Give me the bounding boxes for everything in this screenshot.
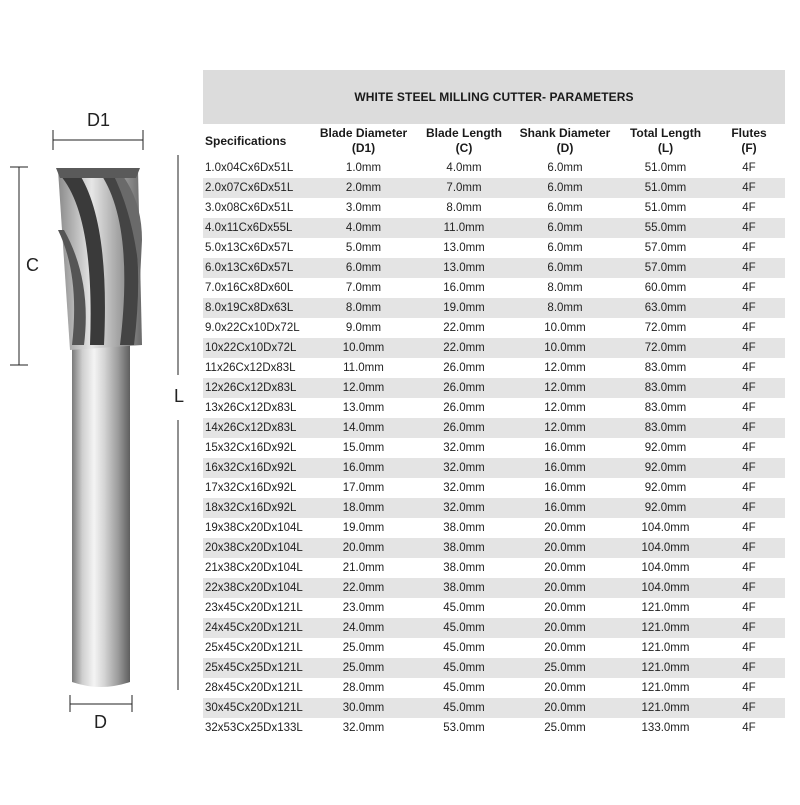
d1-dimension <box>53 130 143 150</box>
cell-blade-diameter: 11.0mm <box>311 358 416 378</box>
cell-blade-length: 45.0mm <box>416 658 512 678</box>
cell-total-length: 63.0mm <box>618 298 713 318</box>
table-body <box>203 158 785 738</box>
table-row <box>203 198 785 218</box>
cell-specification: 10x22Cx10Dx72L <box>203 338 311 358</box>
label-d1: D1 <box>87 110 111 130</box>
cell-blade-diameter: 8.0mm <box>311 298 416 318</box>
cell-blade-diameter: 3.0mm <box>311 198 416 218</box>
cell-specification: 20x38Cx20Dx104L <box>203 538 311 558</box>
cell-shank-diameter: 20.0mm <box>512 698 618 718</box>
cell-flutes: 4F <box>713 498 785 518</box>
cell-flutes: 4F <box>713 658 785 678</box>
cell-shank-diameter: 20.0mm <box>512 558 618 578</box>
cell-blade-diameter: 1.0mm <box>311 158 416 178</box>
cell-total-length: 51.0mm <box>618 198 713 218</box>
table-row <box>203 358 785 378</box>
cell-specification: 30x45Cx20Dx121L <box>203 698 311 718</box>
cell-flutes: 4F <box>713 278 785 298</box>
cell-shank-diameter: 6.0mm <box>512 218 618 238</box>
cell-specification: 25x45Cx25Dx121L <box>203 658 311 678</box>
d-dimension <box>70 695 132 712</box>
cell-blade-diameter: 25.0mm <box>311 658 416 678</box>
cell-blade-diameter: 2.0mm <box>311 178 416 198</box>
cell-total-length: 51.0mm <box>618 158 713 178</box>
cell-blade-diameter: 6.0mm <box>311 258 416 278</box>
table-row <box>203 678 785 698</box>
cell-blade-diameter: 25.0mm <box>311 638 416 658</box>
cell-total-length: 92.0mm <box>618 438 713 458</box>
cell-shank-diameter: 25.0mm <box>512 658 618 678</box>
cell-shank-diameter: 16.0mm <box>512 438 618 458</box>
table-row <box>203 598 785 618</box>
cell-blade-diameter: 9.0mm <box>311 318 416 338</box>
cell-total-length: 121.0mm <box>618 598 713 618</box>
cell-blade-length: 45.0mm <box>416 618 512 638</box>
cell-blade-diameter: 23.0mm <box>311 598 416 618</box>
cell-total-length: 83.0mm <box>618 398 713 418</box>
cell-total-length: 133.0mm <box>618 718 713 738</box>
cell-shank-diameter: 12.0mm <box>512 398 618 418</box>
cell-total-length: 104.0mm <box>618 518 713 538</box>
cell-shank-diameter: 25.0mm <box>512 718 618 738</box>
cell-specification: 4.0x11Cx6Dx55L <box>203 218 311 238</box>
cell-specification: 14x26Cx12Dx83L <box>203 418 311 438</box>
cutter-tip <box>56 168 140 178</box>
cell-shank-diameter: 6.0mm <box>512 258 618 278</box>
cell-shank-diameter: 20.0mm <box>512 638 618 658</box>
cell-flutes: 4F <box>713 418 785 438</box>
cell-blade-length: 8.0mm <box>416 198 512 218</box>
cell-flutes: 4F <box>713 558 785 578</box>
cell-specification: 32x53Cx25Dx133L <box>203 718 311 738</box>
cell-specification: 11x26Cx12Dx83L <box>203 358 311 378</box>
cell-shank-diameter: 12.0mm <box>512 378 618 398</box>
header-blade-length: Blade Length (C) <box>416 124 512 158</box>
cell-total-length: 92.0mm <box>618 478 713 498</box>
cell-blade-length: 38.0mm <box>416 518 512 538</box>
cell-flutes: 4F <box>713 578 785 598</box>
table-row <box>203 718 785 738</box>
cell-flutes: 4F <box>713 298 785 318</box>
cell-blade-diameter: 13.0mm <box>311 398 416 418</box>
table-row <box>203 618 785 638</box>
cell-flutes: 4F <box>713 598 785 618</box>
cell-shank-diameter: 6.0mm <box>512 158 618 178</box>
cell-specification: 23x45Cx20Dx121L <box>203 598 311 618</box>
cell-blade-length: 32.0mm <box>416 458 512 478</box>
cell-flutes: 4F <box>713 518 785 538</box>
cell-blade-diameter: 16.0mm <box>311 458 416 478</box>
cell-blade-length: 11.0mm <box>416 218 512 238</box>
table-row <box>203 538 785 558</box>
cell-blade-diameter: 28.0mm <box>311 678 416 698</box>
cell-blade-length: 32.0mm <box>416 438 512 458</box>
table-row <box>203 278 785 298</box>
cell-blade-diameter: 15.0mm <box>311 438 416 458</box>
cell-blade-diameter: 18.0mm <box>311 498 416 518</box>
cell-flutes: 4F <box>713 218 785 238</box>
cell-flutes: 4F <box>713 698 785 718</box>
cell-specification: 25x45Cx20Dx121L <box>203 638 311 658</box>
cell-shank-diameter: 6.0mm <box>512 178 618 198</box>
cell-specification: 17x32Cx16Dx92L <box>203 478 311 498</box>
table-row <box>203 318 785 338</box>
cell-blade-length: 32.0mm <box>416 498 512 518</box>
cell-specification: 22x38Cx20Dx104L <box>203 578 311 598</box>
cell-blade-diameter: 32.0mm <box>311 718 416 738</box>
cell-blade-length: 53.0mm <box>416 718 512 738</box>
cell-specification: 28x45Cx20Dx121L <box>203 678 311 698</box>
cell-specification: 6.0x13Cx6Dx57L <box>203 258 311 278</box>
cell-flutes: 4F <box>713 158 785 178</box>
cell-shank-diameter: 20.0mm <box>512 578 618 598</box>
cell-shank-diameter: 10.0mm <box>512 338 618 358</box>
table-row <box>203 438 785 458</box>
cell-flutes: 4F <box>713 198 785 218</box>
header-total-length: Total Length (L) <box>618 124 713 158</box>
table-row <box>203 418 785 438</box>
table-row <box>203 518 785 538</box>
shank <box>72 345 130 687</box>
table-row <box>203 378 785 398</box>
cell-total-length: 72.0mm <box>618 338 713 358</box>
cell-blade-length: 45.0mm <box>416 598 512 618</box>
header-row <box>203 124 785 158</box>
cell-blade-length: 22.0mm <box>416 338 512 358</box>
cell-blade-length: 45.0mm <box>416 678 512 698</box>
table-row <box>203 498 785 518</box>
cell-blade-length: 4.0mm <box>416 158 512 178</box>
cell-specification: 16x32Cx16Dx92L <box>203 458 311 478</box>
cell-blade-length: 26.0mm <box>416 358 512 378</box>
table-row <box>203 338 785 358</box>
cell-total-length: 104.0mm <box>618 558 713 578</box>
table-row <box>203 458 785 478</box>
label-l: L <box>174 386 185 406</box>
cell-specification: 7.0x16Cx8Dx60L <box>203 278 311 298</box>
cell-blade-diameter: 24.0mm <box>311 618 416 638</box>
table-row <box>203 178 785 198</box>
cell-shank-diameter: 8.0mm <box>512 298 618 318</box>
cell-blade-length: 16.0mm <box>416 278 512 298</box>
cell-shank-diameter: 12.0mm <box>512 358 618 378</box>
cell-shank-diameter: 8.0mm <box>512 278 618 298</box>
cell-specification: 24x45Cx20Dx121L <box>203 618 311 638</box>
cell-total-length: 83.0mm <box>618 358 713 378</box>
cell-flutes: 4F <box>713 338 785 358</box>
cell-total-length: 57.0mm <box>618 238 713 258</box>
cell-shank-diameter: 20.0mm <box>512 678 618 698</box>
cell-blade-length: 13.0mm <box>416 258 512 278</box>
header-blade-diameter: Blade Diameter (D1) <box>311 124 416 158</box>
table-row <box>203 238 785 258</box>
cell-blade-length: 45.0mm <box>416 638 512 658</box>
cell-total-length: 121.0mm <box>618 698 713 718</box>
cell-shank-diameter: 6.0mm <box>512 238 618 258</box>
cell-blade-diameter: 17.0mm <box>311 478 416 498</box>
cell-total-length: 60.0mm <box>618 278 713 298</box>
cell-flutes: 4F <box>713 258 785 278</box>
cell-blade-diameter: 5.0mm <box>311 238 416 258</box>
parameters-table <box>203 124 785 738</box>
cell-blade-length: 7.0mm <box>416 178 512 198</box>
cell-blade-diameter: 7.0mm <box>311 278 416 298</box>
cell-total-length: 92.0mm <box>618 498 713 518</box>
cell-blade-length: 38.0mm <box>416 578 512 598</box>
table-row <box>203 478 785 498</box>
cell-total-length: 57.0mm <box>618 258 713 278</box>
cell-flutes: 4F <box>713 238 785 258</box>
cell-flutes: 4F <box>713 398 785 418</box>
cell-specification: 12x26Cx12Dx83L <box>203 378 311 398</box>
cell-blade-diameter: 10.0mm <box>311 338 416 358</box>
cell-specification: 19x38Cx20Dx104L <box>203 518 311 538</box>
table-row <box>203 578 785 598</box>
header-specifications: Specifications <box>203 124 311 158</box>
cell-flutes: 4F <box>713 478 785 498</box>
cell-blade-length: 13.0mm <box>416 238 512 258</box>
cell-specification: 13x26Cx12Dx83L <box>203 398 311 418</box>
cell-shank-diameter: 16.0mm <box>512 458 618 478</box>
cell-blade-diameter: 22.0mm <box>311 578 416 598</box>
label-d: D <box>94 712 107 732</box>
cell-blade-length: 22.0mm <box>416 318 512 338</box>
cell-blade-diameter: 30.0mm <box>311 698 416 718</box>
cell-flutes: 4F <box>713 438 785 458</box>
cell-flutes: 4F <box>713 618 785 638</box>
cell-shank-diameter: 20.0mm <box>512 518 618 538</box>
cell-total-length: 121.0mm <box>618 618 713 638</box>
cell-blade-length: 38.0mm <box>416 558 512 578</box>
cell-blade-diameter: 21.0mm <box>311 558 416 578</box>
cell-specification: 2.0x07Cx6Dx51L <box>203 178 311 198</box>
cell-total-length: 104.0mm <box>618 578 713 598</box>
cell-specification: 1.0x04Cx6Dx51L <box>203 158 311 178</box>
cell-shank-diameter: 20.0mm <box>512 538 618 558</box>
cell-total-length: 121.0mm <box>618 658 713 678</box>
cell-flutes: 4F <box>713 718 785 738</box>
cell-flutes: 4F <box>713 358 785 378</box>
end-mill-illustration <box>0 0 200 800</box>
cell-total-length: 104.0mm <box>618 538 713 558</box>
cell-flutes: 4F <box>713 538 785 558</box>
cell-specification: 18x32Cx16Dx92L <box>203 498 311 518</box>
cell-total-length: 83.0mm <box>618 418 713 438</box>
table-row <box>203 638 785 658</box>
header-shank-diameter: Shank Diameter (D) <box>512 124 618 158</box>
cell-blade-length: 45.0mm <box>416 698 512 718</box>
cell-blade-length: 38.0mm <box>416 538 512 558</box>
table-row <box>203 218 785 238</box>
cell-blade-length: 26.0mm <box>416 378 512 398</box>
table-row <box>203 398 785 418</box>
label-c: C <box>26 255 39 275</box>
cell-shank-diameter: 20.0mm <box>512 618 618 638</box>
cell-shank-diameter: 16.0mm <box>512 498 618 518</box>
cell-specification: 15x32Cx16Dx92L <box>203 438 311 458</box>
cell-blade-length: 26.0mm <box>416 418 512 438</box>
cell-shank-diameter: 6.0mm <box>512 198 618 218</box>
cell-total-length: 55.0mm <box>618 218 713 238</box>
header-flutes: Flutes (F) <box>713 124 785 158</box>
table-title: WHITE STEEL MILLING CUTTER- PARAMETERS <box>203 70 785 124</box>
cell-total-length: 83.0mm <box>618 378 713 398</box>
cell-blade-length: 26.0mm <box>416 398 512 418</box>
table-row <box>203 658 785 678</box>
table-row <box>203 258 785 278</box>
cell-total-length: 92.0mm <box>618 458 713 478</box>
cell-blade-diameter: 12.0mm <box>311 378 416 398</box>
cell-total-length: 72.0mm <box>618 318 713 338</box>
cell-shank-diameter: 20.0mm <box>512 598 618 618</box>
parameters-table-panel <box>203 70 785 738</box>
cell-blade-diameter: 19.0mm <box>311 518 416 538</box>
cell-specification: 9.0x22Cx10Dx72L <box>203 318 311 338</box>
cell-blade-length: 32.0mm <box>416 478 512 498</box>
cell-blade-diameter: 20.0mm <box>311 538 416 558</box>
cell-shank-diameter: 16.0mm <box>512 478 618 498</box>
cell-flutes: 4F <box>713 318 785 338</box>
cell-flutes: 4F <box>713 378 785 398</box>
cell-flutes: 4F <box>713 458 785 478</box>
cell-shank-diameter: 12.0mm <box>512 418 618 438</box>
cell-flutes: 4F <box>713 678 785 698</box>
cell-specification: 3.0x08Cx6Dx51L <box>203 198 311 218</box>
cell-blade-length: 19.0mm <box>416 298 512 318</box>
table-row <box>203 698 785 718</box>
cell-total-length: 51.0mm <box>618 178 713 198</box>
cell-blade-diameter: 14.0mm <box>311 418 416 438</box>
cell-specification: 21x38Cx20Dx104L <box>203 558 311 578</box>
cell-flutes: 4F <box>713 638 785 658</box>
cell-total-length: 121.0mm <box>618 678 713 698</box>
table-row <box>203 298 785 318</box>
cell-blade-diameter: 4.0mm <box>311 218 416 238</box>
cell-shank-diameter: 10.0mm <box>512 318 618 338</box>
table-row <box>203 558 785 578</box>
cell-total-length: 121.0mm <box>618 638 713 658</box>
cell-specification: 8.0x19Cx8Dx63L <box>203 298 311 318</box>
cell-specification: 5.0x13Cx6Dx57L <box>203 238 311 258</box>
cell-flutes: 4F <box>713 178 785 198</box>
table-row <box>203 158 785 178</box>
